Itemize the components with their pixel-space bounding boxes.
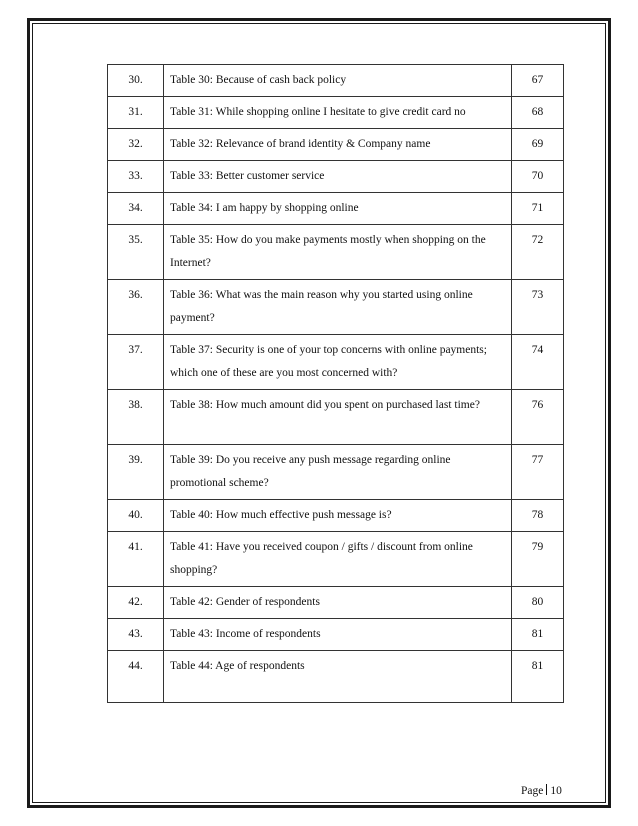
row-title: Table 36: What was the main reason why you started using online payment? (164, 280, 512, 335)
row-page: 70 (512, 161, 564, 193)
table-row (108, 161, 564, 193)
row-page: 79 (512, 532, 564, 587)
row-title: Table 32: Relevance of brand identity & Company name (164, 129, 512, 161)
row-page: 73 (512, 280, 564, 335)
row-title: Table 40: How much effective push message is? (164, 500, 512, 532)
table-row (108, 193, 564, 225)
row-number: 30. (108, 65, 164, 97)
table-row (108, 65, 564, 97)
row-number: 33. (108, 161, 164, 193)
row-number: 40. (108, 500, 164, 532)
table-row (108, 651, 564, 703)
row-title: Table 35: How do you make payments mostly when shopping on the Internet? (164, 225, 512, 280)
footer-separator (546, 784, 547, 795)
row-page: 78 (512, 500, 564, 532)
row-page: 77 (512, 445, 564, 500)
row-page: 74 (512, 335, 564, 390)
row-page: 81 (512, 619, 564, 651)
row-title: Table 33: Better customer service (164, 161, 512, 193)
row-title: Table 30: Because of cash back policy (164, 65, 512, 97)
row-title: Table 42: Gender of respondents (164, 587, 512, 619)
table-row (108, 225, 564, 280)
row-title: Table 34: I am happy by shopping online (164, 193, 512, 225)
row-page: 80 (512, 587, 564, 619)
list-of-tables (107, 64, 564, 703)
row-page: 71 (512, 193, 564, 225)
table-row (108, 335, 564, 390)
row-page: 76 (512, 390, 564, 445)
row-title: Table 38: How much amount did you spent on purchased last time? (164, 390, 512, 445)
table-row (108, 390, 564, 445)
row-number: 41. (108, 532, 164, 587)
row-title: Table 37: Security is one of your top concerns with online payments; which one of these are you most concerned with? (164, 335, 512, 390)
row-page: 81 (512, 651, 564, 703)
row-number: 43. (108, 619, 164, 651)
row-number: 36. (108, 280, 164, 335)
row-title: Table 44: Age of respondents (164, 651, 512, 703)
row-number: 35. (108, 225, 164, 280)
table-row (108, 532, 564, 587)
row-number: 31. (108, 97, 164, 129)
row-page: 68 (512, 97, 564, 129)
page-footer (521, 784, 562, 797)
table-row (108, 587, 564, 619)
row-page: 69 (512, 129, 564, 161)
table-row (108, 280, 564, 335)
row-title: Table 31: While shopping online I hesitate to give credit card no (164, 97, 512, 129)
table-row (108, 619, 564, 651)
table-row (108, 129, 564, 161)
page-number: 10 (550, 785, 562, 797)
row-number: 39. (108, 445, 164, 500)
row-number: 34. (108, 193, 164, 225)
row-number: 44. (108, 651, 164, 703)
row-number: 42. (108, 587, 164, 619)
table-row (108, 500, 564, 532)
page-label: Page (521, 785, 544, 797)
row-title: Table 39: Do you receive any push message regarding online promotional scheme? (164, 445, 512, 500)
row-page: 72 (512, 225, 564, 280)
row-number: 37. (108, 335, 164, 390)
row-title: Table 43: Income of respondents (164, 619, 512, 651)
table-row (108, 445, 564, 500)
row-number: 32. (108, 129, 164, 161)
table-row (108, 97, 564, 129)
row-number: 38. (108, 390, 164, 445)
row-page: 67 (512, 65, 564, 97)
row-title: Table 41: Have you received coupon / gifts / discount from online shopping? (164, 532, 512, 587)
